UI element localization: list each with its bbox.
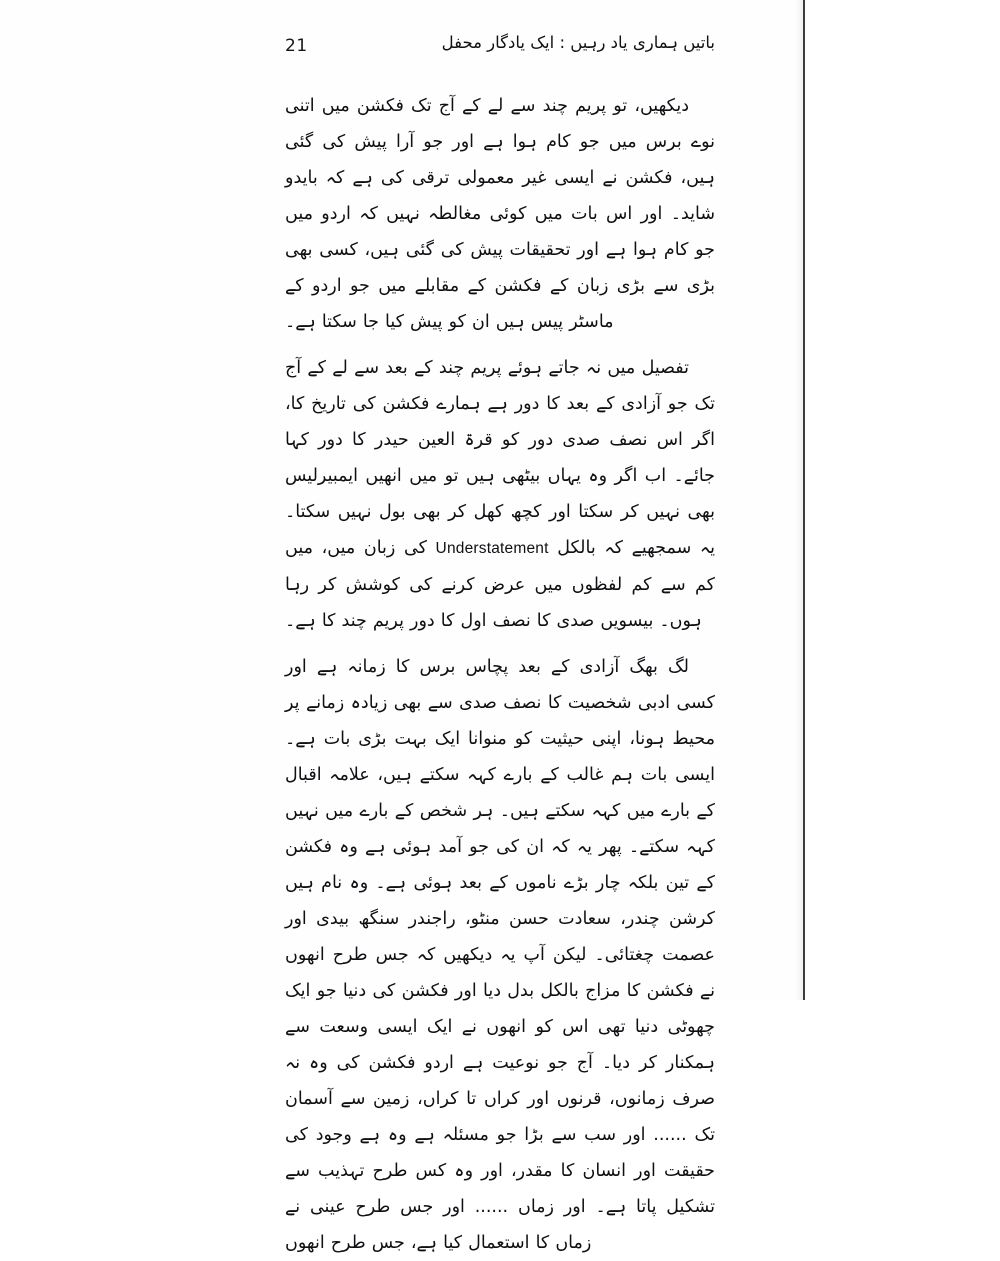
paragraph-1: دیکھیں، تو پریم چند سے لے کے آج تک فکشن میں اتنی نوے برس میں جو کام ہوا ہے اور جو آرا پیش کی گئی ہیں، فکشن نے ایسی غیر معمولی ترقی کی ہے کہ بایدو شاید۔ اور اس بات میں کوئی مغالطہ نہیں کہ اردو میں جو کام ہوا ہے اور تحقیقات پیش کی گئی ہیں، کسی بھی بڑی سے بڑی زبان کے فکشن کے مقابلے میں جو اردو کے ماسٹر پیس ہیں ان کو پیش کیا جا سکتا ہے۔ [285,96,715,332]
scan-edge-smudge [795,0,803,1000]
scan-edge-line [803,0,805,1000]
paragraph-3: لگ بھگ آزادی کے بعد پچاس برس کا زمانہ ہے اور کسی ادبی شخصیت کا نصف صدی سے بھی زیادہ زمانے پر محیط ہونا، اپنی حیثیت کو منوانا ایک بہت بڑی بات ہے۔ ایسی بات ہم غالب کے بارے کہہ سکتے ہیں، علامہ اقبال کے بارے میں کہہ سکتے ہیں۔ ہر شخص کے بارے میں نہیں کہہ سکتے۔ پھر یہ کہ ان کی جو آمد ہوئی ہے وہ فکشن کے تین بلکہ چار بڑے ناموں کے بعد ہوئی ہے۔ وہ نام ہیں کرشن چندر، سعادت حسن منٹو، راجندر سنگھ بیدی اور عصمت چغتائی۔ لیکن آپ یہ دیکھیں کہ جس طرح انھوں نے فکشن کا مزاج بالکل بدل دیا اور فکشن کی دنیا جو ایک چھوٹی دنیا تھی اس کو انھوں نے ایک ایسی وسعت سے ہمکنار کر دیا۔ آج جو نوعیت ہے اردو فکشن کی وہ نہ صرف زمانوں، قرنوں اور کراں تا کراں، زمین سے آسمان تک ...... اور سب سے بڑا جو مسئلہ ہے وہ ہے وجود کی حقیقت اور انسان کا مقدر، اور وہ کس طرح تہذیب سے تشکیل پاتا ہے۔ اور زماں ...... اور جس طرح عینی نے زماں کا استعمال کیا ہے، جس طرح انھوں [285,657,715,1253]
paragraph-2-text-before: تفصیل میں نہ جاتے ہوئے پریم چند کے بعد سے لے کے آج تک جو آزادی کے بعد کا دور ہے ہمارے فکشن کی تاریخ کا، اگر اس نصف صدی دور کو قرۃ العین حیدر کا دور کہا جائے۔ اب اگر وہ یہاں بیٹھی ہیں تو میں انھیں ایمبیرلیس بھی نہیں کر سکتا اور کچھ کھل کر بھی بول نہیں سکتا۔ یہ سمجھیے کہ بالکل [285,358,715,558]
paragraph-2-text-after: کی زبان میں، میں کم سے کم لفظوں میں عرض کرنے کی کوشش کر رہا ہوں۔ بیسویں صدی کا نصف اول کا دور پریم چند کا ہے۔ [285,538,715,631]
running-title: باتیں ہماری یاد رہیں : ایک یادگار محفل [441,33,715,52]
paragraph-2 [285,350,715,639]
body-text-column [285,88,715,1261]
page-number: 21 [285,36,308,56]
page-header [285,30,715,60]
understatement-term: Understatement [435,540,549,557]
